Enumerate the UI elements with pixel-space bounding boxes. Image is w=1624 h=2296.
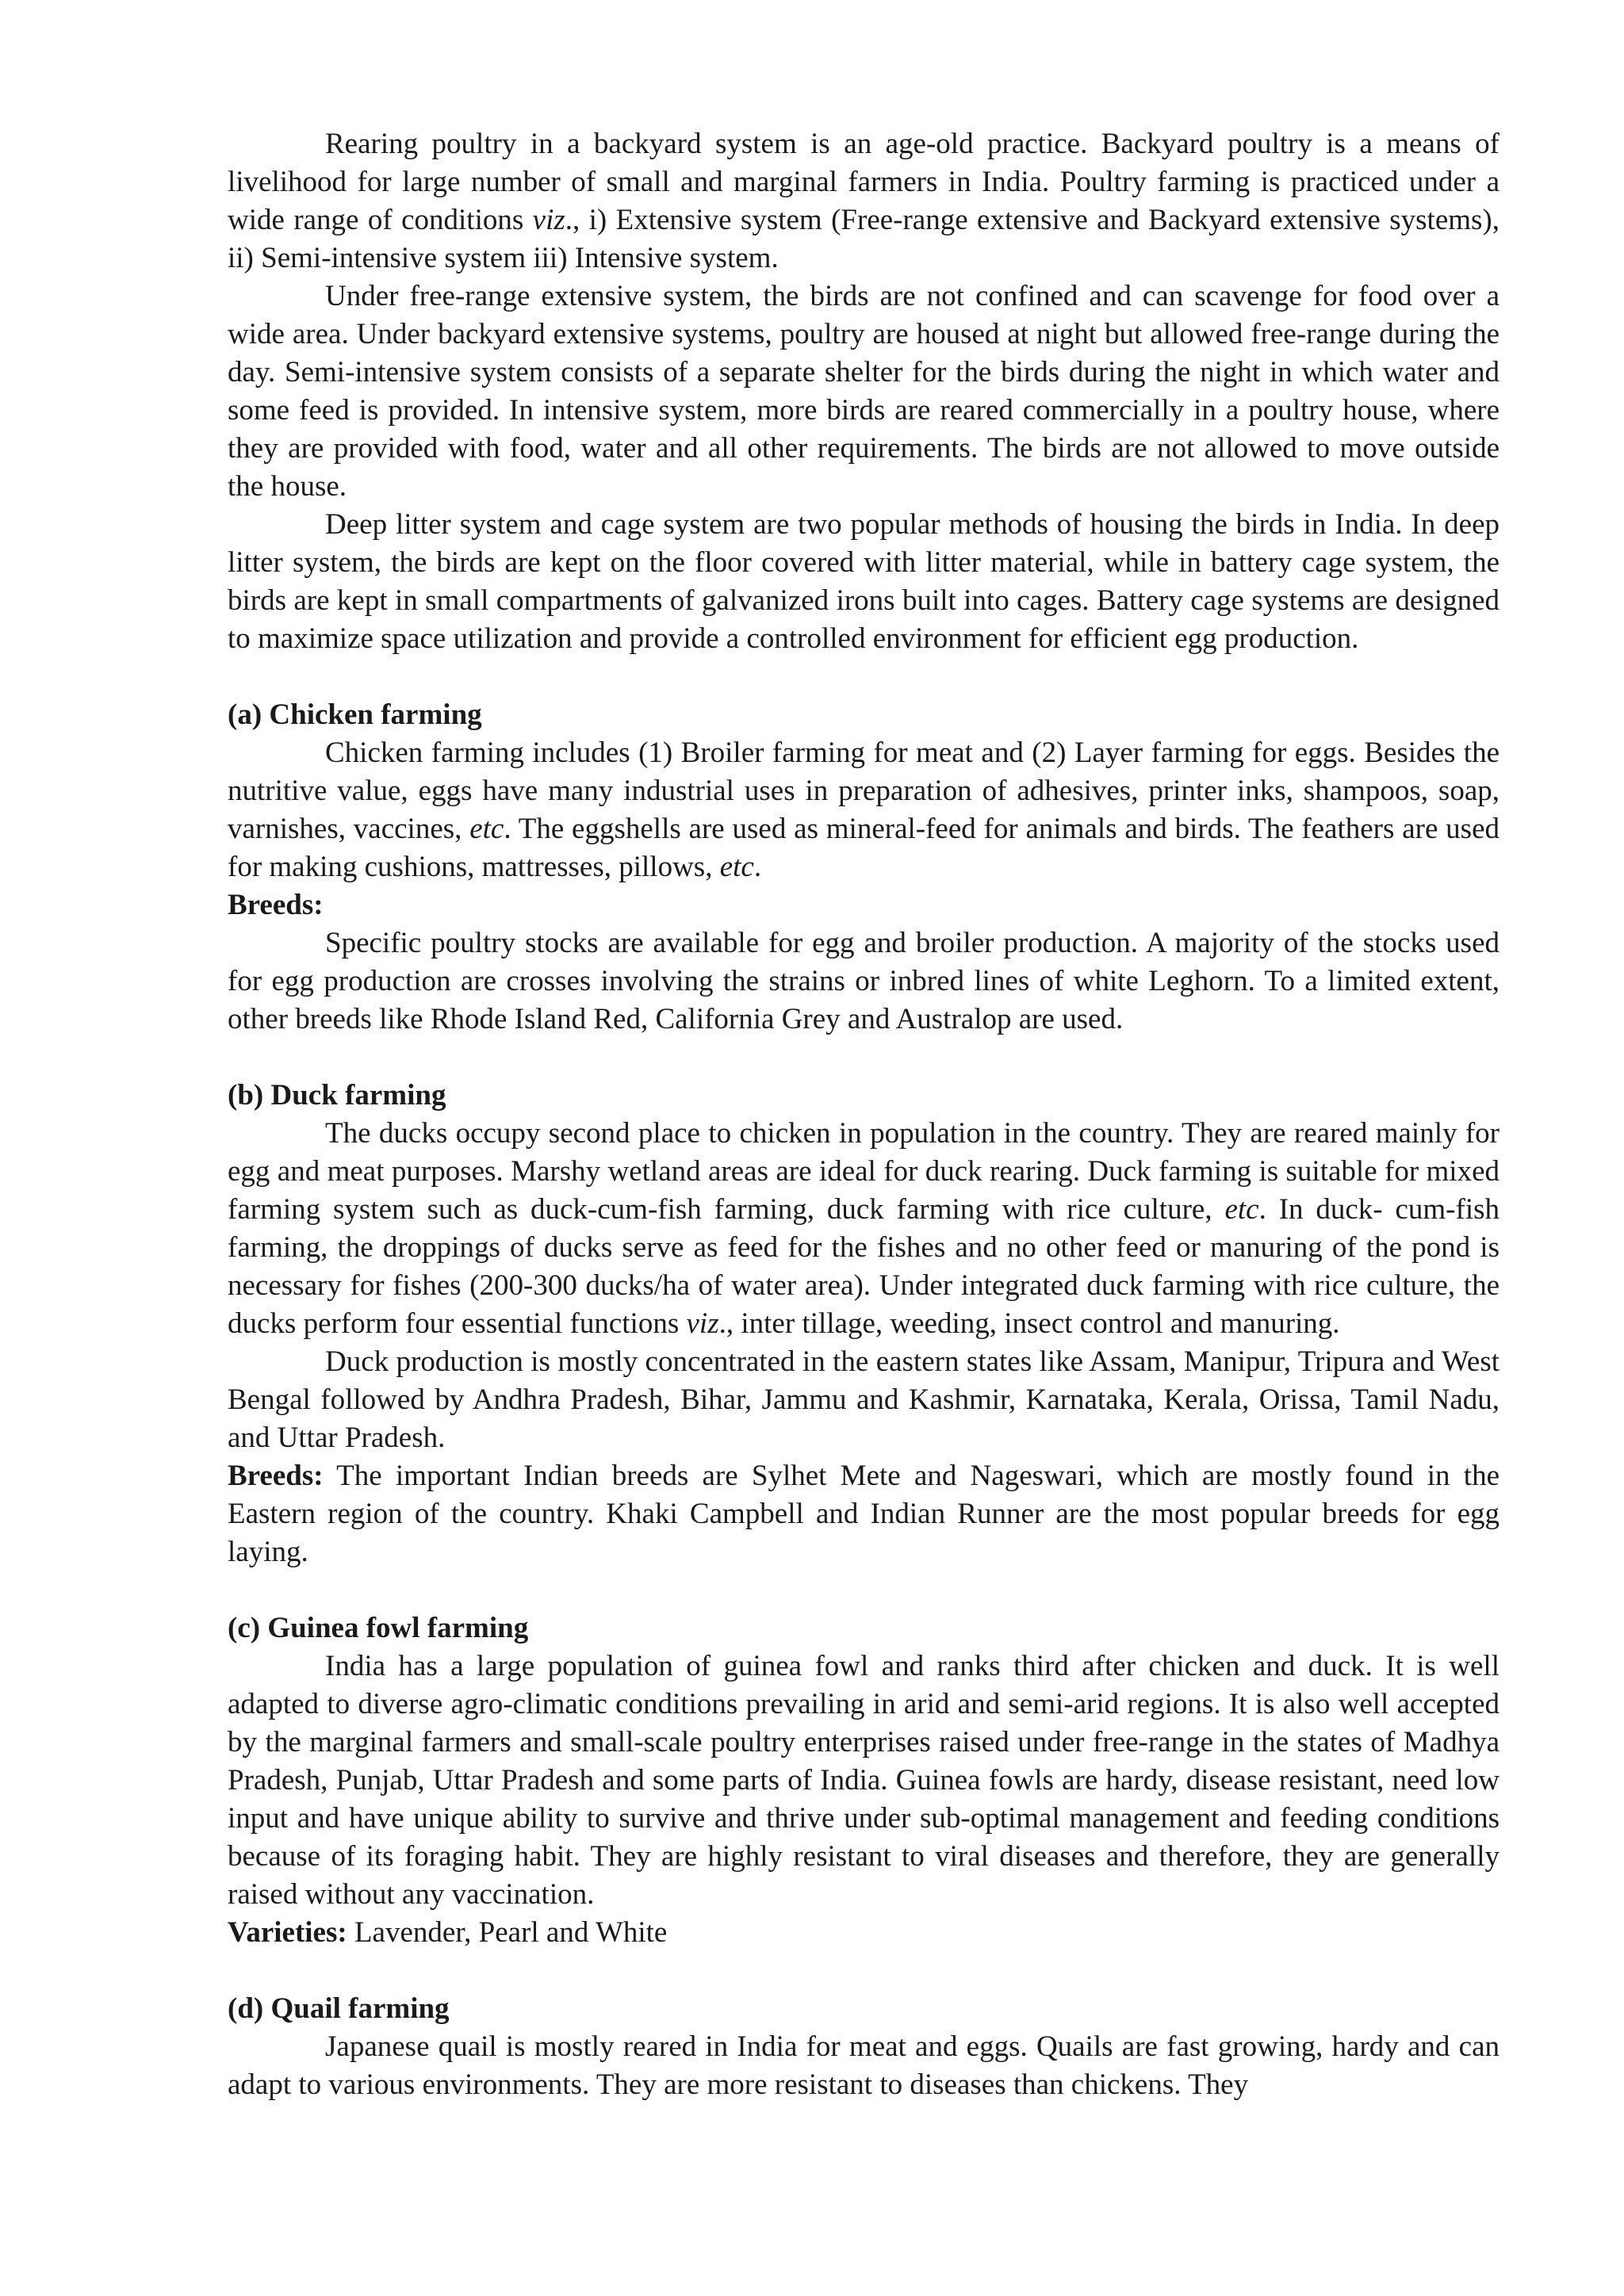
quail-paragraph: Japanese quail is mostly reared in India for meat and eggs. Quails are fast growing, hardy and can adapt to various environments. They are more resistant to diseases than chickens. They: [228, 2030, 1500, 2101]
intro-paragraph-1: Rearing poultry in a backyard system is an age-old practice. Backyard poultry is a means of livelihood for large number of small and marginal farmers in India. Poultry farming is practiced under a wide range of conditions viz., i) Extensive system (Free-range extensive and Backyard extensive systems), ii) Semi-intensive system iii) Intensive system.: [228, 128, 1500, 274]
duck-paragraph-2: Duck production is mostly concentrated in the eastern states like Assam, Manipur, Tripura and West Bengal followed by Andhra Pradesh, Bihar, Jammu and Kashmir, Karnataka, Kerala, Orissa, Tamil Nadu, and Uttar Pradesh.: [228, 1345, 1500, 1454]
quail-heading: (d) Quail farming: [228, 1992, 450, 2025]
duck-paragraph-1: The ducks occupy second place to chicken in population in the country. They are reared mainly for egg and meat purposes. Marshy wetland areas are ideal for duck rearing. Duck farming is suitable for mixed farming system such as duck-cum-fish farming, duck farming with rice culture, etc. In duck- cum-fish farming, the droppings of ducks serve as feed for the fishes and no other feed or manuring of the pond is necessary for fishes (200-300 ducks/ha of water area). Under integrated duck farming with rice culture, the ducks perform four essential functions viz., inter tillage, weeding, insect control and manuring.: [228, 1117, 1500, 1340]
guinea-varieties-label: Varieties:: [228, 1916, 347, 1949]
intro-paragraph-3: Deep litter system and cage system are two popular methods of housing the birds in India. In deep litter system, the birds are kept on the floor covered with litter material, while in battery cage system, the birds are kept in small compartments of galvanized irons built into cages. Battery cage systems are designed to maximize space utilization and provide a controlled environment for efficient egg production.: [228, 508, 1500, 655]
chicken-breeds-label: Breeds:: [228, 889, 324, 921]
guinea-varieties: Varieties: Lavender, Pearl and White: [228, 1916, 668, 1949]
duck-breeds-label: Breeds:: [228, 1460, 324, 1492]
duck-breeds-paragraph: Breeds: The important Indian breeds are Sylhet Mete and Nageswari, which are mostly found in the Eastern region of the country. Khaki Campbell and Indian Runner are the most popular breeds for egg laying.: [228, 1460, 1500, 1568]
intro-paragraph-2: Under free-range extensive system, the birds are not confined and can scavenge for food over a wide area. Under backyard extensive systems, poultry are housed at night but allowed free-range during the day. Semi-intensive system consists of a separate shelter for the birds during the night in which water and some feed is provided. In intensive system, more birds are reared commercially in a poultry house, where they are provided with food, water and all other requirements. The birds are not allowed to move outside the house.: [228, 280, 1500, 503]
duck-heading: (b) Duck farming: [228, 1079, 446, 1112]
document-page: [228, 125, 1500, 2104]
guinea-paragraph: India has a large population of guinea fowl and ranks third after chicken and duck. It is well adapted to diverse agro-climatic conditions prevailing in arid and semi-arid regions. It is also well accepted by the marginal farmers and small-scale poultry enterprises raised under free-range in the states of Madhya Pradesh, Punjab, Uttar Pradesh and some parts of India. Guinea fowls are hardy, disease resistant, need low input and have unique ability to survive and thrive under sub-optimal management and feeding conditions because of its foraging habit. They are highly resistant to viral diseases and therefore, they are generally raised without any vaccination.: [228, 1650, 1500, 1911]
chicken-heading: (a) Chicken farming: [228, 698, 482, 731]
chicken-paragraph: Chicken farming includes (1) Broiler farming for meat and (2) Layer farming for eggs. Besides the nutritive value, eggs have many industrial uses in preparation of adhesives, printer inks, shampoos, soap, varnishes, vaccines, etc. The eggshells are used as mineral-feed for animals and birds. The feathers are used for making cushions, mattresses, pillows, etc.: [228, 737, 1500, 883]
guinea-heading: (c) Guinea fowl farming: [228, 1612, 529, 1644]
chicken-breeds-paragraph: Specific poultry stocks are available for egg and broiler production. A majority of the stocks used for egg production are crosses involving the strains or inbred lines of white Leghorn. To a limited extent, other breeds like Rhode Island Red, California Grey and Australop are used.: [228, 927, 1500, 1035]
